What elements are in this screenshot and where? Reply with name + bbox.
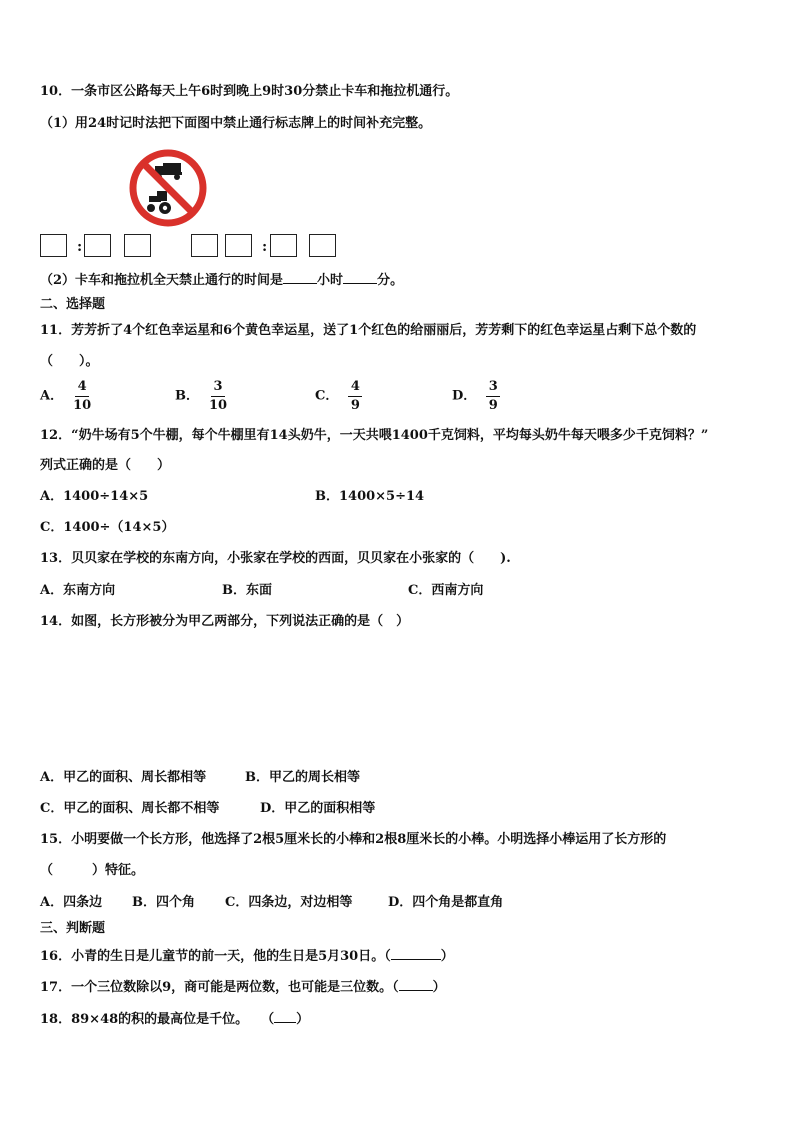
q11-option-c[interactable]: [315, 380, 362, 413]
q11-option-c-label: C．: [315, 388, 339, 404]
q18: [40, 1009, 309, 1029]
q16-close: ）: [440, 949, 454, 964]
q12-option-c[interactable]: C．1400÷（14×5）: [40, 520, 175, 535]
section-2-title: 二、选择题: [40, 297, 106, 312]
q16: [40, 946, 454, 966]
q15-option-a[interactable]: A．四条边: [40, 895, 103, 910]
q11-option-d[interactable]: [452, 380, 500, 413]
q11-option-d-numerator: 3: [488, 379, 498, 394]
q11-option-a-label: A．: [40, 388, 64, 404]
q13-option-b[interactable]: B．东面: [222, 583, 272, 598]
q15-stem-line1: 15．小明要做一个长方形，他选择了2根5厘米长的小棒和2根8厘米长的小棒。小明选择小棒运用了长方形的: [40, 832, 667, 847]
q11-option-b-label: B．: [175, 388, 199, 404]
q11-stem-line2: （ ）。: [40, 354, 99, 369]
hour-digit-box-2[interactable]: [191, 234, 218, 257]
hour-digit-box-3[interactable]: [225, 234, 252, 257]
q11-stem-line1: 11．芳芳折了4个红色幸运星和6个黄色幸运星，送了1个红色的给丽丽后，芳芳剩下的红色幸运星占剩下总个数的: [40, 323, 697, 338]
q10-sub2-prefix: （2）卡车和拖拉机全天禁止通行的时间是: [40, 273, 284, 288]
q11-option-b-denominator: 10: [209, 398, 228, 413]
q10-sub2: [40, 270, 403, 290]
q12-stem-line2: 列式正确的是（ ）: [40, 458, 171, 473]
minute-digit-box-1[interactable]: [84, 234, 111, 257]
minute-digit-box-2[interactable]: [124, 234, 151, 257]
q17-stem: 17．一个三位数除以9，商可能是两位数，也可能是三位数。（: [40, 980, 399, 995]
q12-option-b[interactable]: B．1400×5÷14: [315, 489, 425, 504]
time-colon-1: :: [77, 239, 83, 255]
q16-stem: 16．小青的生日是儿童节的前一天，他的生日是5月30日。（: [40, 949, 391, 964]
q11-option-c-denominator: 9: [350, 398, 360, 413]
q14-option-c[interactable]: C．甲乙的面积、周长都不相等: [40, 801, 220, 816]
minute-digit-box-4[interactable]: [309, 234, 336, 257]
q11-option-c-numerator: 4: [350, 379, 360, 394]
q11-option-a[interactable]: [40, 380, 91, 413]
q10-sub2-suffix: 分。: [377, 273, 404, 288]
q16-answer-blank[interactable]: [391, 946, 441, 960]
q11-option-d-denominator: 9: [488, 398, 498, 413]
q17-answer-blank[interactable]: [399, 977, 433, 991]
hour-digit-box-1[interactable]: [40, 234, 67, 257]
minutes-blank[interactable]: [343, 270, 377, 284]
q18-answer-blank[interactable]: [274, 1009, 296, 1023]
q13-option-c[interactable]: C．西南方向: [408, 583, 484, 598]
q11-option-b-numerator: 3: [213, 379, 223, 394]
q12-option-a[interactable]: A．1400÷14×5: [40, 489, 149, 504]
q11-option-a-numerator: 4: [77, 379, 87, 394]
time-colon-2: :: [262, 239, 268, 255]
q15-option-d[interactable]: D．四个角是都直角: [388, 895, 504, 910]
q14-option-a[interactable]: A．甲乙的面积、周长都相等: [40, 770, 207, 785]
hours-blank[interactable]: [283, 270, 317, 284]
q14-stem: 14．如图，长方形被分为甲乙两部分，下列说法正确的是（ ）: [40, 614, 410, 629]
no-trucks-and-tractors-sign-icon: [127, 148, 209, 228]
q10-sub2-mid: 小时: [317, 273, 344, 288]
q10-sub1: （1）用24时记时法把下面图中禁止通行标志牌上的时间补充完整。: [40, 116, 432, 131]
minute-digit-box-3[interactable]: [270, 234, 297, 257]
q11-option-b[interactable]: [175, 380, 227, 413]
q15-stem-line2: （ ）特征。: [40, 863, 145, 878]
q13-option-a[interactable]: A．东南方向: [40, 583, 116, 598]
section-3-title: 三、判断题: [40, 921, 106, 936]
q11-option-d-label: D．: [452, 388, 477, 404]
q15-option-c[interactable]: C．四条边，对边相等: [225, 895, 353, 910]
q12-stem-line1: 12．“奶牛场有5个牛棚，每个牛棚里有14头奶牛，一天共喂1400千克饲料，平均每头奶牛每天喂多少千克饲料？”: [40, 428, 709, 443]
q17: [40, 977, 446, 997]
q17-close: ）: [432, 980, 446, 995]
q13-stem: 13．贝贝家在学校的东南方向，小张家在学校的西面，贝贝家在小张家的（ ).: [40, 551, 511, 566]
q18-stem: 18．89×48的积的最高位是千位。 （: [40, 1012, 275, 1027]
q18-close: ）: [296, 1012, 310, 1027]
q14-figure-area: [40, 640, 540, 760]
q14-option-d[interactable]: D．甲乙的面积相等: [260, 801, 376, 816]
q11-option-a-denominator: 10: [73, 398, 92, 413]
q14-option-b[interactable]: B．甲乙的周长相等: [245, 770, 360, 785]
q15-option-b[interactable]: B．四个角: [132, 895, 195, 910]
q10-stem: 10．一条市区公路每天上午6时到晚上9时30分禁止卡车和拖拉机通行。: [40, 84, 459, 99]
